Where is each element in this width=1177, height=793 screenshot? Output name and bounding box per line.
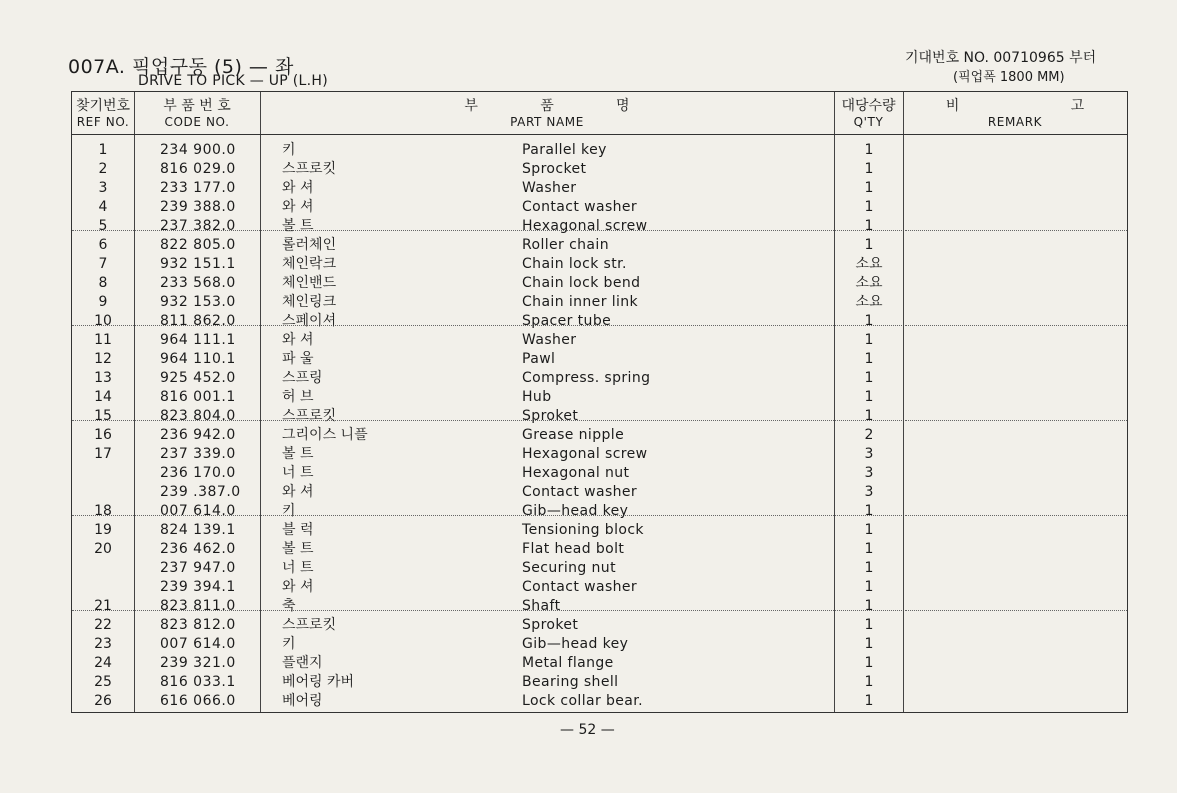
header-remark bbox=[903, 98, 1127, 130]
code-no: 823 804.0 bbox=[160, 408, 236, 424]
part-name-kr: 블 럭 bbox=[282, 522, 314, 538]
part-name-kr: 스프로킷 bbox=[282, 617, 337, 633]
quantity: 1 bbox=[864, 617, 874, 633]
table-row bbox=[72, 692, 1127, 711]
part-name-en: Bearing shell bbox=[522, 674, 619, 690]
header-name-en: PART NAME bbox=[510, 115, 584, 129]
ref-no: 9 bbox=[98, 294, 108, 310]
page-title: 007A. 픽업구동 (5) — 좌 bbox=[68, 56, 294, 78]
code-no: 616 066.0 bbox=[160, 693, 236, 709]
table-row bbox=[72, 597, 1127, 616]
code-no: 239 388.0 bbox=[160, 199, 236, 215]
part-name-kr: 스프링 bbox=[282, 370, 323, 386]
ref-no: 12 bbox=[94, 351, 112, 367]
code-no: 823 812.0 bbox=[160, 617, 236, 633]
part-name-en: Shaft bbox=[522, 598, 561, 614]
code-no: 233 177.0 bbox=[160, 180, 236, 196]
quantity: 1 bbox=[864, 370, 874, 386]
part-name-en: Lock collar bear. bbox=[522, 693, 644, 709]
table-row bbox=[72, 616, 1127, 635]
table-row bbox=[72, 502, 1127, 521]
part-name-kr: 너 트 bbox=[282, 465, 314, 481]
code-no: 239 394.1 bbox=[160, 579, 236, 595]
header-ref-en: REF NO. bbox=[76, 115, 130, 129]
code-no: 236 170.0 bbox=[160, 465, 236, 481]
code-no: 237 339.0 bbox=[160, 446, 236, 462]
header-ref bbox=[72, 98, 134, 130]
part-name-en: Contact washer bbox=[522, 199, 638, 215]
code-no: 237 947.0 bbox=[160, 560, 236, 576]
ref-no: 4 bbox=[98, 199, 108, 215]
part-name-en: Flat head bolt bbox=[522, 541, 625, 557]
part-name-en: Securing nut bbox=[522, 560, 616, 576]
quantity: 1 bbox=[864, 389, 874, 405]
code-no: 811 862.0 bbox=[160, 313, 236, 329]
quantity: 1 bbox=[864, 636, 874, 652]
part-name-kr: 와 셔 bbox=[282, 579, 314, 595]
header-remark-kr: 비 고 bbox=[945, 98, 1085, 114]
table-row bbox=[72, 331, 1127, 350]
table-row bbox=[72, 350, 1127, 369]
part-name-kr: 볼 트 bbox=[282, 218, 314, 234]
part-name-en: Sproket bbox=[522, 408, 579, 424]
ref-no: 25 bbox=[94, 674, 112, 690]
quantity: 1 bbox=[864, 693, 874, 709]
page-subtitle: DRIVE TO PICK — UP (L.H) bbox=[138, 73, 328, 89]
part-name-en: Washer bbox=[522, 180, 577, 196]
header-qty-kr: 대당수량 bbox=[841, 98, 896, 114]
code-no: 236 942.0 bbox=[160, 427, 236, 443]
part-name-en: Metal flange bbox=[522, 655, 614, 671]
quantity: 1 bbox=[864, 598, 874, 614]
page-number: — 52 — bbox=[560, 722, 615, 738]
table-row bbox=[72, 407, 1127, 426]
ref-no: 22 bbox=[94, 617, 112, 633]
table-row bbox=[72, 369, 1127, 388]
ref-no: 2 bbox=[98, 161, 108, 177]
quantity: 1 bbox=[864, 142, 874, 158]
part-name-en: Hexagonal nut bbox=[522, 465, 630, 481]
part-name-en: Sproket bbox=[522, 617, 579, 633]
part-name-kr: 와 셔 bbox=[282, 199, 314, 215]
ref-no: 3 bbox=[98, 180, 108, 196]
part-name-en: Pawl bbox=[522, 351, 556, 367]
code-no: 816 001.1 bbox=[160, 389, 236, 405]
part-name-kr: 와 셔 bbox=[282, 484, 314, 500]
part-name-kr: 축 bbox=[282, 598, 296, 614]
part-name-en: Contact washer bbox=[522, 579, 638, 595]
ref-no: 13 bbox=[94, 370, 112, 386]
ref-no: 18 bbox=[94, 503, 112, 519]
table-row bbox=[72, 217, 1127, 236]
part-name-kr: 스프로킷 bbox=[282, 161, 337, 177]
table-row bbox=[72, 179, 1127, 198]
ref-no: 11 bbox=[94, 332, 112, 348]
code-no: 007 614.0 bbox=[160, 503, 236, 519]
part-name-kr: 파 울 bbox=[282, 351, 314, 367]
header-qty-en: Q'TY bbox=[853, 115, 884, 129]
table-row bbox=[72, 635, 1127, 654]
part-name-kr: 키 bbox=[282, 503, 296, 519]
part-name-en: Gib—head key bbox=[522, 503, 629, 519]
part-name-kr: 볼 트 bbox=[282, 446, 314, 462]
part-name-en: Tensioning block bbox=[522, 522, 644, 538]
quantity: 1 bbox=[864, 655, 874, 671]
part-name-kr: 허 브 bbox=[282, 389, 314, 405]
ref-no: 8 bbox=[98, 275, 108, 291]
part-name-en: Chain lock str. bbox=[522, 256, 627, 272]
ref-no: 19 bbox=[94, 522, 112, 538]
table-row bbox=[72, 198, 1127, 217]
ref-no: 17 bbox=[94, 446, 112, 462]
quantity: 1 bbox=[864, 332, 874, 348]
quantity: 3 bbox=[864, 446, 874, 462]
code-no: 239 .387.0 bbox=[160, 484, 241, 500]
quantity: 1 bbox=[864, 313, 874, 329]
code-no: 237 382.0 bbox=[160, 218, 236, 234]
table-row bbox=[72, 141, 1127, 160]
quantity: 1 bbox=[864, 218, 874, 234]
quantity: 1 bbox=[864, 199, 874, 215]
quantity: 1 bbox=[864, 674, 874, 690]
part-name-kr: 스프로킷 bbox=[282, 408, 337, 424]
part-name-kr: 체인밴드 bbox=[282, 275, 337, 291]
ref-no: 23 bbox=[94, 636, 112, 652]
ref-no: 7 bbox=[98, 256, 108, 272]
ref-no: 5 bbox=[98, 218, 108, 234]
part-name-kr: 체인락크 bbox=[282, 256, 337, 272]
part-name-en: Roller chain bbox=[522, 237, 609, 253]
ref-no: 14 bbox=[94, 389, 112, 405]
quantity: 3 bbox=[864, 484, 874, 500]
table-row bbox=[72, 654, 1127, 673]
ref-no: 1 bbox=[98, 142, 108, 158]
quantity: 소요 bbox=[855, 294, 883, 310]
ref-no: 26 bbox=[94, 693, 112, 709]
header-code-en: CODE NO. bbox=[164, 115, 230, 129]
table-row bbox=[72, 578, 1127, 597]
part-name-en: Spacer tube bbox=[522, 313, 612, 329]
quantity: 3 bbox=[864, 465, 874, 481]
quantity: 1 bbox=[864, 408, 874, 424]
table-row bbox=[72, 540, 1127, 559]
header-remark-en: REMARK bbox=[987, 115, 1043, 129]
table-row bbox=[72, 521, 1127, 540]
part-name-en: Hub bbox=[522, 389, 552, 405]
part-name-en: Compress. spring bbox=[522, 370, 651, 386]
code-no: 007 614.0 bbox=[160, 636, 236, 652]
quantity: 1 bbox=[864, 161, 874, 177]
code-no: 822 805.0 bbox=[160, 237, 236, 253]
ref-no: 21 bbox=[94, 598, 112, 614]
ref-no: 10 bbox=[94, 313, 112, 329]
code-no: 925 452.0 bbox=[160, 370, 236, 386]
code-no: 932 151.1 bbox=[160, 256, 236, 272]
part-name-en: Parallel key bbox=[522, 142, 607, 158]
part-name-kr: 베어링 bbox=[282, 693, 323, 709]
quantity: 1 bbox=[864, 351, 874, 367]
part-name-en: Contact washer bbox=[522, 484, 638, 500]
code-no: 234 900.0 bbox=[160, 142, 236, 158]
table-row bbox=[72, 445, 1127, 464]
quantity: 1 bbox=[864, 560, 874, 576]
ref-no: 20 bbox=[94, 541, 112, 557]
code-no: 964 111.1 bbox=[160, 332, 236, 348]
table-row bbox=[72, 255, 1127, 274]
ref-no: 16 bbox=[94, 427, 112, 443]
header-code-kr: 부 품 번 호 bbox=[163, 98, 231, 114]
quantity: 2 bbox=[864, 427, 874, 443]
part-name-kr: 키 bbox=[282, 636, 296, 652]
part-name-kr: 베어링 카버 bbox=[282, 674, 355, 690]
code-no: 816 029.0 bbox=[160, 161, 236, 177]
code-no: 236 462.0 bbox=[160, 541, 236, 557]
part-name-en: Hexagonal screw bbox=[522, 446, 648, 462]
code-no: 823 811.0 bbox=[160, 598, 236, 614]
quantity: 소요 bbox=[855, 256, 883, 272]
quantity: 1 bbox=[864, 503, 874, 519]
part-name-en: Chain lock bend bbox=[522, 275, 641, 291]
part-name-kr: 롤러체인 bbox=[282, 237, 337, 253]
code-no: 824 139.1 bbox=[160, 522, 236, 538]
part-name-kr: 와 셔 bbox=[282, 180, 314, 196]
part-name-kr: 키 bbox=[282, 142, 296, 158]
ref-no: 24 bbox=[94, 655, 112, 671]
table-row bbox=[72, 426, 1127, 445]
part-name-en: Chain inner link bbox=[522, 294, 639, 310]
quantity: 소요 bbox=[855, 275, 883, 291]
part-name-kr: 플랜지 bbox=[282, 655, 323, 671]
header-qty bbox=[834, 98, 903, 130]
quantity: 1 bbox=[864, 579, 874, 595]
part-name-en: Washer bbox=[522, 332, 577, 348]
ref-no: 6 bbox=[98, 237, 108, 253]
table-row bbox=[72, 559, 1127, 578]
table-row bbox=[72, 464, 1127, 483]
table-row bbox=[72, 673, 1127, 692]
part-name-kr: 볼 트 bbox=[282, 541, 314, 557]
header-part-name bbox=[260, 98, 834, 130]
header-name-kr: 부 품 명 bbox=[464, 98, 630, 114]
code-no: 964 110.1 bbox=[160, 351, 236, 367]
parts-table bbox=[71, 91, 1128, 713]
code-no: 932 153.0 bbox=[160, 294, 236, 310]
quantity: 1 bbox=[864, 522, 874, 538]
header-code bbox=[134, 98, 260, 130]
quantity: 1 bbox=[864, 180, 874, 196]
table-row bbox=[72, 293, 1127, 312]
quantity: 1 bbox=[864, 541, 874, 557]
table-row bbox=[72, 236, 1127, 255]
table-row bbox=[72, 312, 1127, 331]
table-row bbox=[72, 274, 1127, 293]
part-name-kr: 스페이셔 bbox=[282, 313, 337, 329]
ref-no: 15 bbox=[94, 408, 112, 424]
header-divider bbox=[72, 134, 1127, 135]
table-row bbox=[72, 483, 1127, 502]
quantity: 1 bbox=[864, 237, 874, 253]
part-name-en: Grease nipple bbox=[522, 427, 625, 443]
table-row bbox=[72, 388, 1127, 407]
part-name-kr: 와 셔 bbox=[282, 332, 314, 348]
part-name-en: Hexagonal screw bbox=[522, 218, 648, 234]
machine-note: (픽업폭 1800 MM) bbox=[953, 70, 1065, 85]
part-name-en: Sprocket bbox=[522, 161, 587, 177]
part-name-kr: 체인링크 bbox=[282, 294, 337, 310]
part-name-kr: 그리이스 니플 bbox=[282, 427, 368, 443]
header-ref-kr: 찾기번호 bbox=[75, 98, 131, 114]
code-no: 816 033.1 bbox=[160, 674, 236, 690]
code-no: 239 321.0 bbox=[160, 655, 236, 671]
code-no: 233 568.0 bbox=[160, 275, 236, 291]
part-name-kr: 너 트 bbox=[282, 560, 314, 576]
machine-number: 기대번호 NO. 00710965 부터 bbox=[905, 50, 1097, 66]
table-row bbox=[72, 160, 1127, 179]
part-name-en: Gib—head key bbox=[522, 636, 629, 652]
